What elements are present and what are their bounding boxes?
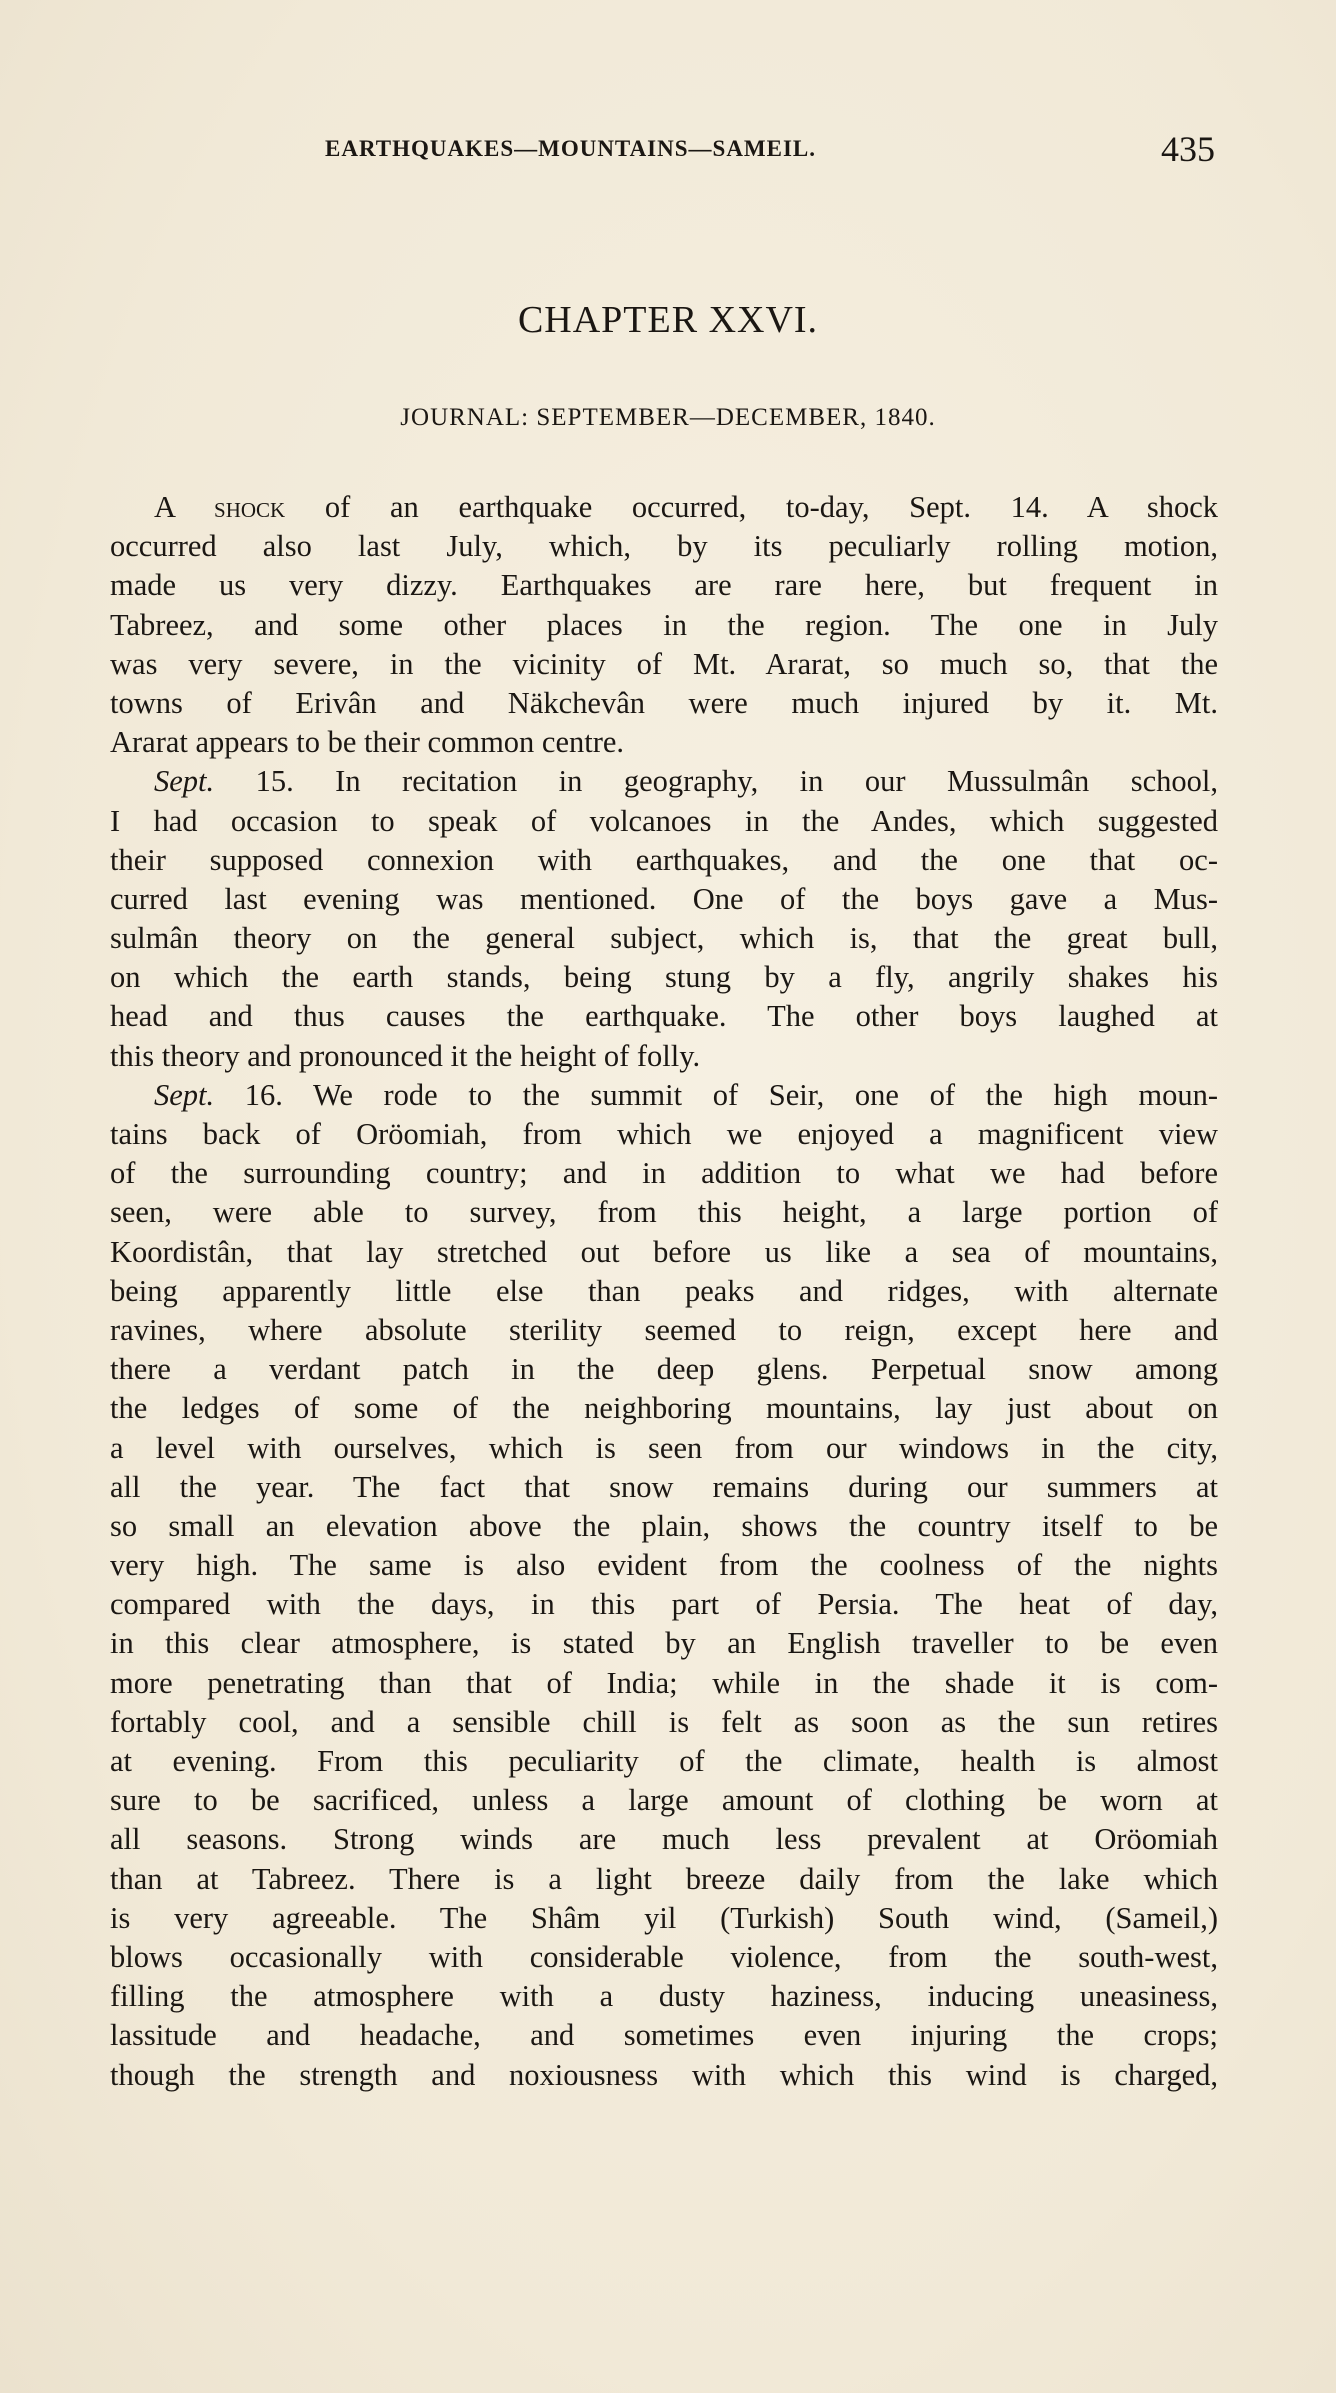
text-line: ravines, where absolute sterility seemed to reign, except here and (110, 1312, 1218, 1347)
chapter-subtitle: JOURNAL: SEPTEMBER—DECEMBER, 1840. (400, 404, 936, 431)
text-line: of the surrounding country; and in addition to what we had before (110, 1156, 1218, 1191)
text-line: Tabreez, and some other places in the region. The one in July (110, 607, 1218, 642)
text-line: blows occasionally with considerable violence, from the south-west, (110, 1939, 1218, 1974)
chapter-title: CHAPTER XXVI. (517, 299, 819, 341)
text-line: though the strength and noxiousness with which this wind is charged, (110, 2057, 1218, 2092)
text-line: their supposed connexion with earthquakes, and the one that oc- (110, 842, 1218, 877)
text-line: filling the atmosphere with a dusty haziness, inducing uneasiness, (110, 1979, 1218, 2014)
text-line: all the year. The fact that snow remains during our summers at (110, 1469, 1218, 1504)
text-line: Sept. 16. We rode to the summit of Seir, one of the high moun- (154, 1077, 1218, 1112)
text-line: being apparently little else than peaks and ridges, with alternate (110, 1273, 1218, 1308)
text-line: very high. The same is also evident from the coolness of the nights (110, 1548, 1218, 1583)
text-line: Sept. 15. In recitation in geography, in our Mussulmân school, (154, 764, 1218, 799)
text-line: than at Tabreez. There is a light breeze daily from the lake which (110, 1861, 1218, 1896)
text-line: a level with ourselves, which is seen from our windows in the city, (110, 1430, 1218, 1465)
text-line: Koordistân, that lay stretched out before us like a sea of mountains, (110, 1234, 1218, 1269)
text-line: more penetrating than that of India; while in the shade it is com- (110, 1665, 1218, 1700)
text-line: lassitude and headache, and sometimes even injuring the crops; (110, 2018, 1218, 2053)
text-line: at evening. From this peculiarity of the climate, health is almost (110, 1744, 1218, 1778)
text-line: A shock of an earthquake occurred, to-day, Sept. 14. A shock (154, 490, 1218, 524)
body-text (110, 488, 1218, 2095)
text-line: sulmân theory on the general subject, which is, that the great bull, (110, 921, 1218, 956)
text-line: this theory and pronounced it the height of folly. (110, 1038, 701, 1073)
page-number: 435 (1161, 129, 1215, 169)
running-title: EARTHQUAKES—MOUNTAINS—SAMEIL. (325, 136, 817, 161)
text-line: Ararat appears to be their common centre. (110, 725, 625, 760)
text-line: there a verdant patch in the deep glens. Perpetual snow among (110, 1352, 1218, 1387)
text-line: sure to be sacrificed, unless a large amount of clothing be worn at (110, 1783, 1218, 1818)
text-line: the ledges of some of the neighboring mountains, lay just about on (110, 1391, 1218, 1426)
text-line: all seasons. Strong winds are much less prevalent at Oröomiah (110, 1822, 1218, 1857)
text-line: so small an elevation above the plain, shows the country itself to be (110, 1508, 1218, 1543)
text-line: I had occasion to speak of volcanoes in the Andes, which suggested (110, 803, 1218, 838)
text-line: on which the earth stands, being stung by a fly, angrily shakes his (110, 960, 1218, 995)
text-line: in this clear atmosphere, is stated by an English traveller to be even (110, 1626, 1218, 1661)
text-line: tains back of Oröomiah, from which we enjoyed a magnificent view (110, 1117, 1218, 1151)
text-line: was very severe, in the vicinity of Mt. Ararat, so much so, that the (110, 646, 1218, 681)
text-line: is very agreeable. The Shâm yil (Turkish) South wind, (Sameil,) (110, 1900, 1218, 1935)
text-line: made us very dizzy. Earthquakes are rare here, but frequent in (110, 568, 1218, 603)
text-line: compared with the days, in this part of Persia. The heat of day, (110, 1587, 1218, 1622)
text-line: towns of Erivân and Näkchevân were much injured by it. Mt. (110, 685, 1218, 720)
running-head (325, 128, 1215, 168)
text-line: head and thus causes the earthquake. The other boys laughed at (110, 999, 1218, 1034)
text-line: seen, were able to survey, from this height, a large portion of (110, 1195, 1218, 1230)
text-line: fortably cool, and a sensible chill is felt as soon as the sun retires (110, 1704, 1218, 1739)
text-line: occurred also last July, which, by its peculiarly rolling motion, (110, 529, 1218, 564)
text-line: curred last evening was mentioned. One of the boys gave a Mus- (110, 881, 1218, 916)
